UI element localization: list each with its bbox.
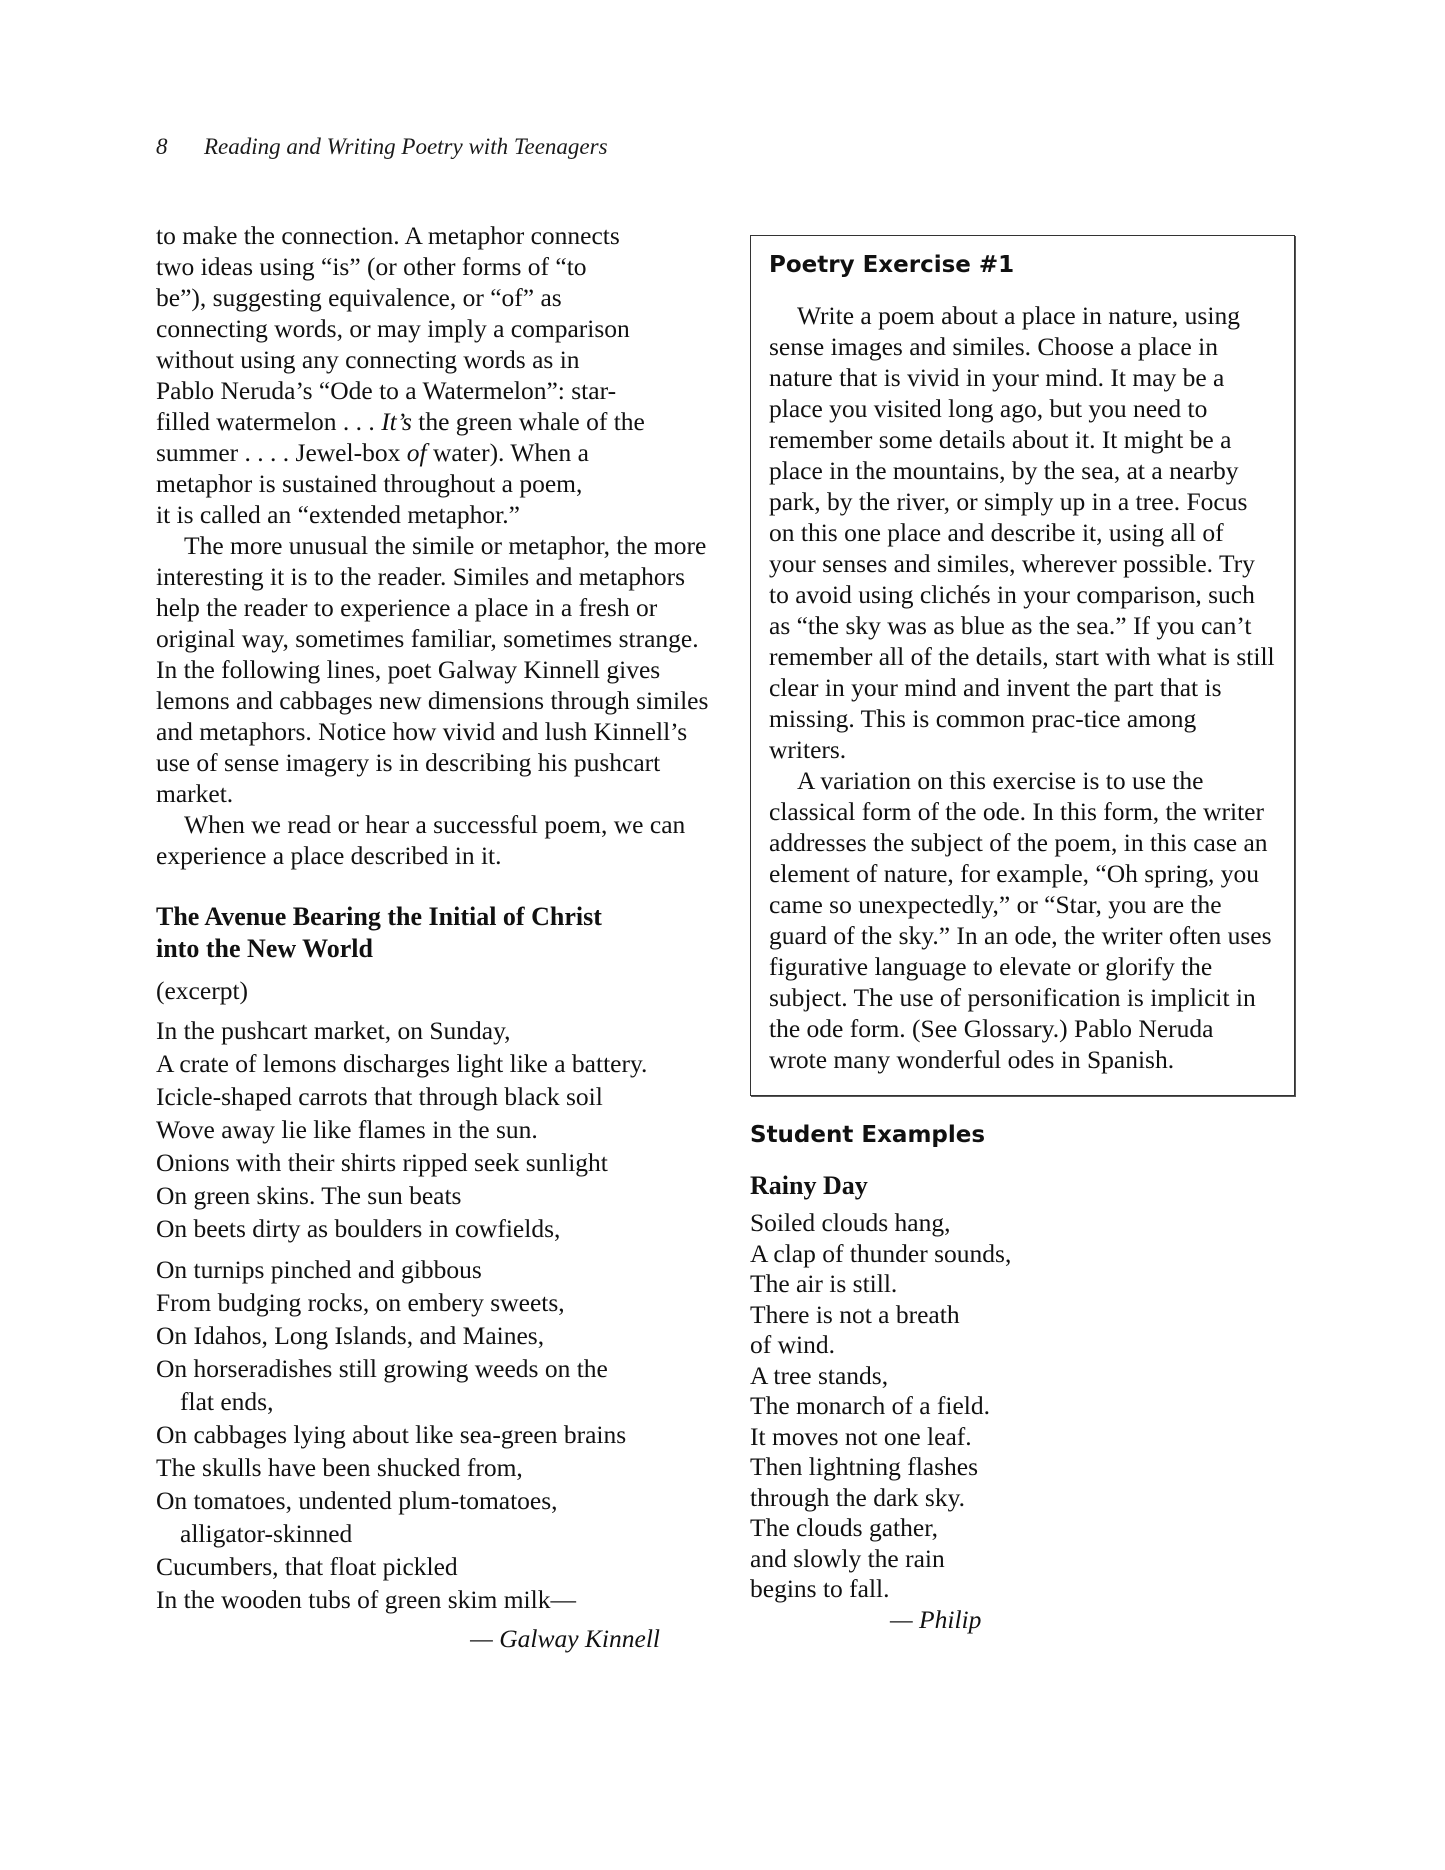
text-line: metaphor is sustained throughout a poem,: [156, 469, 583, 498]
text-segment: water). When a: [426, 438, 589, 467]
poem-line: On green skins. The sun beats: [156, 1181, 462, 1210]
right-column: [750, 235, 1295, 1635]
poem-attribution: — Galway Kinnell: [470, 1624, 660, 1653]
text-line: to make the connection. A metaphor connects: [156, 221, 620, 250]
text-segment: the green whale of the: [411, 407, 645, 436]
poem-line: begins to fall.: [750, 1574, 890, 1603]
poem-title: [156, 901, 716, 965]
text-line: two ideas using “is” (or other forms of “to: [156, 252, 587, 281]
poem-line: On cabbages lying about like sea-green brains: [156, 1420, 627, 1449]
body-paragraph: The more unusual the simile or metaphor, the more interesting it is to the reader. Similes and metaphors help the reader to experience a place in a fresh or original way, sometimes familiar, sometimes strange. In the following lines, poet Galway Kinnell gives lemons and cabbages new dimensions through similes and metaphors. Notice how vivid and lush Kinnell’s use of sense imagery is in describing his pushcart market.: [156, 531, 709, 808]
poem-line: The monarch of a field.: [750, 1391, 991, 1420]
poem-line: There is not a breath: [750, 1299, 960, 1329]
intro-paragraph: [156, 220, 716, 530]
exercise-paragraph: A variation on this exercise is to use the classical form of the ode. In this form, the writer addresses the subject of the poem, in this case an element of nature, for example, “Oh spring, you came so unexpectedly,” or “Star, you are the guard of the sky.” In an ode, the writer often uses figurative language to elevate or glorify the subject. The use of personification is implicit in the ode form. (See Glossary.) Pablo Neruda wrote many wonderful odes in Spanish.: [769, 766, 1272, 1074]
poem-line: On beets dirty as boulders in cowfields,: [156, 1214, 561, 1243]
poem-line: A clap of thunder sounds,: [750, 1238, 1012, 1268]
exercise-paragraph: Write a poem about a place in nature, using sense images and similes. Choose a place in nature that is vivid in your mind. It may be a place you visited long ago, but you need to remember some details about it. It might be a place in the mountains, by the sea, at a nearby park, by the river, or simply up in a tree. Focus on this one place and describe it, using all of your senses and similes, wherever possible. Try to avoid using clichés in your comparison, such as “the sky was as blue as the sea.” If you can’t remember all of the details, start with what is still clear in your mind and invent the part that is missing. This is common prac-tice among writers.: [769, 301, 1275, 764]
poem-line: The air is still.: [750, 1269, 898, 1298]
poem-line: through the dark sky.: [750, 1482, 966, 1512]
poem-line: The clouds gather,: [750, 1513, 939, 1542]
poem-line: From budging rocks, on embery sweets,: [156, 1288, 565, 1317]
italic-emphasis: of: [406, 438, 427, 467]
poem-line-continuation: alligator-skinned: [180, 1519, 353, 1548]
section-heading: Student Examples: [750, 1122, 986, 1148]
poem-line: On horseradishes still growing weeds on the: [156, 1354, 608, 1383]
left-column: [156, 220, 716, 1655]
text-line: without using any connecting words as in: [156, 345, 580, 374]
poem-line: In the pushcart market, on Sunday,: [156, 1016, 511, 1045]
text-segment: filled watermelon . . .: [156, 407, 382, 436]
poem-line-continuation: flat ends,: [180, 1387, 274, 1416]
poem-stanza: [156, 1253, 716, 1616]
excerpt-note: (excerpt): [156, 976, 249, 1005]
student-poem-title: Rainy Day: [750, 1171, 868, 1200]
student-poem-attribution: — Philip: [890, 1604, 982, 1634]
poem-line: A tree stands,: [750, 1360, 889, 1390]
stanza-break: [156, 1245, 716, 1253]
poem-title-line: The Avenue Bearing the Initial of Christ: [156, 902, 602, 931]
poem-line: Cucumbers, that float pickled: [156, 1552, 458, 1581]
text-line: [156, 437, 716, 468]
page-number: 8: [156, 134, 168, 159]
text-line: [156, 406, 716, 437]
poem-line: In the wooden tubs of green skim milk—: [156, 1585, 576, 1614]
text-line: connecting words, or may imply a comparison: [156, 314, 630, 343]
poem-line: On Idahos, Long Islands, and Maines,: [156, 1321, 545, 1350]
text-line: Pablo Neruda’s “Ode to a Watermelon”: star-: [156, 376, 617, 405]
poem-stanza: [156, 1014, 716, 1245]
book-title: Reading and Writing Poetry with Teenagers: [204, 134, 608, 159]
italic-emphasis: It’s: [381, 407, 412, 436]
poem-line: Wove away lie like flames in the sun.: [156, 1115, 538, 1144]
poem-line: Then lightning flashes: [750, 1452, 979, 1481]
poem-line: It moves not one leaf.: [750, 1421, 972, 1451]
poem-line: and slowly the rain: [750, 1543, 945, 1573]
poem-line: of wind.: [750, 1330, 835, 1359]
exercise-title: Poetry Exercise #1: [769, 252, 1015, 278]
poem-line: Icicle-shaped carrots that through black soil: [156, 1082, 603, 1111]
text-line: be”), suggesting equivalence, or “of” as: [156, 283, 562, 312]
student-poem: [750, 1208, 1295, 1605]
exercise-box: [750, 235, 1295, 1096]
poem-line: A crate of lemons discharges light like a battery.: [156, 1049, 648, 1078]
running-head: [156, 134, 608, 160]
poem-line: The skulls have been shucked from,: [156, 1453, 523, 1482]
poem-line: Onions with their shirts ripped seek sunlight: [156, 1148, 608, 1177]
poem-line: Soiled clouds hang,: [750, 1208, 951, 1237]
text-segment: summer . . . . Jewel-box: [156, 438, 407, 467]
poem-line: On tomatoes, undented plum-tomatoes,: [156, 1486, 558, 1515]
poem-line: On turnips pinched and gibbous: [156, 1255, 482, 1284]
poem-title-line: into the New World: [156, 934, 373, 963]
body-paragraph: When we read or hear a successful poem, we can experience a place described in it.: [156, 810, 686, 870]
text-line: it is called an “extended metaphor.”: [156, 500, 520, 529]
